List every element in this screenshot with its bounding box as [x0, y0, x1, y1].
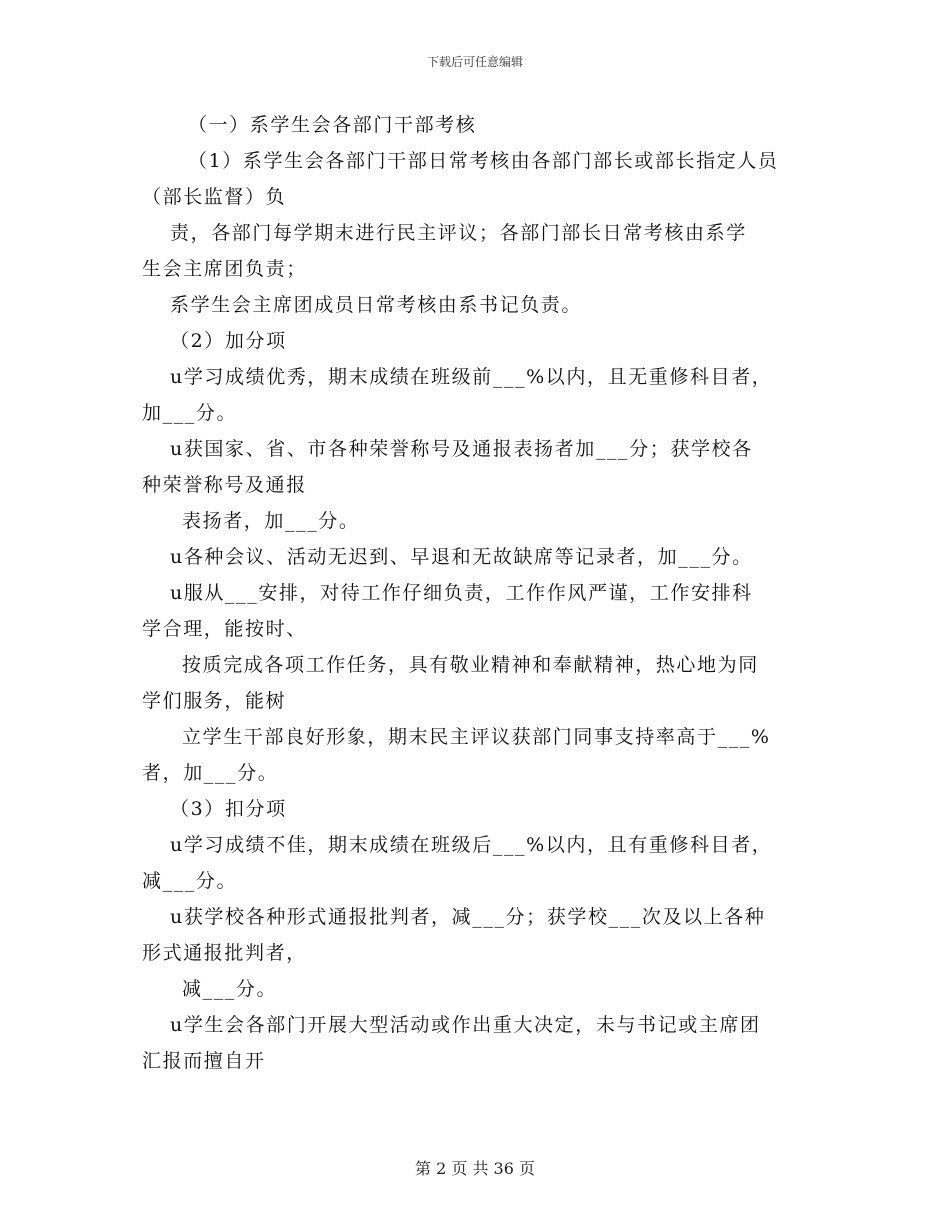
page-number-footer: 第 2 页 共 36 页: [415, 1159, 535, 1178]
paragraph-line: 加___分。: [142, 402, 238, 424]
paragraph-line: 形式通报批判者，: [142, 942, 307, 964]
subsection-heading: （2）加分项: [170, 330, 287, 352]
paragraph-line: 生会主席团负责；: [142, 258, 307, 280]
paragraph-line: u学习成绩优秀，期末成绩在班级前___%以内，且无重修科目者，: [170, 366, 773, 388]
paragraph-line: u各种会议、活动无迟到、早退和无故缺席等记录者，加___分。: [170, 546, 753, 568]
page-header: 下载后可任意编辑: [426, 55, 523, 69]
subsection-heading: （3）扣分项: [170, 798, 287, 820]
section-heading: （一）系学生会各部门干部考核: [188, 114, 477, 136]
paragraph-line: 减___分。: [182, 978, 278, 1000]
paragraph-line: u学生会各部门开展大型活动或作出重大决定，未与书记或主席团: [170, 1014, 761, 1036]
paragraph-line: u获学校各种形式通报批判者，减___分；获学校___次及以上各种: [170, 906, 766, 928]
paragraph-line: 者，加___分。: [142, 762, 279, 784]
paragraph-line: 责，各部门每学期末进行民主评议；各部门部长日常考核由系学: [170, 222, 747, 244]
paragraph-line: 汇报而擅自开: [142, 1050, 266, 1072]
paragraph-line: （1）系学生会各部门干部日常考核由各部门部长或部长指定人员: [188, 150, 779, 172]
document-body: [142, 107, 818, 1079]
paragraph-line: 学合理，能按时、: [142, 618, 307, 640]
paragraph-line: （部长监督）负: [142, 186, 287, 208]
paragraph-line: 学们服务，能树: [142, 690, 287, 712]
paragraph-line: u服从___安排，对待工作仔细负责，工作作风严谨，工作安排科: [170, 582, 753, 604]
paragraph-line: 立学生干部良好形象，期末民主评议获部门同事支持率高于___%: [182, 726, 771, 748]
paragraph-line: 种荣誉称号及通报: [142, 474, 307, 496]
paragraph-line: 按质完成各项工作任务，具有敬业精神和奉献精神，热心地为同: [182, 654, 759, 676]
paragraph-line: u学习成绩不佳，期末成绩在班级后___%以内，且有重修科目者，: [170, 834, 773, 856]
paragraph-line: 减___分。: [142, 870, 238, 892]
paragraph-line: u获国家、省、市各种荣誉称号及通报表扬者加___分；获学校各: [170, 438, 753, 460]
paragraph-line: 系学生会主席团成员日常考核由系书记负责。: [170, 294, 583, 316]
paragraph-line: 表扬者，加___分。: [182, 510, 360, 532]
